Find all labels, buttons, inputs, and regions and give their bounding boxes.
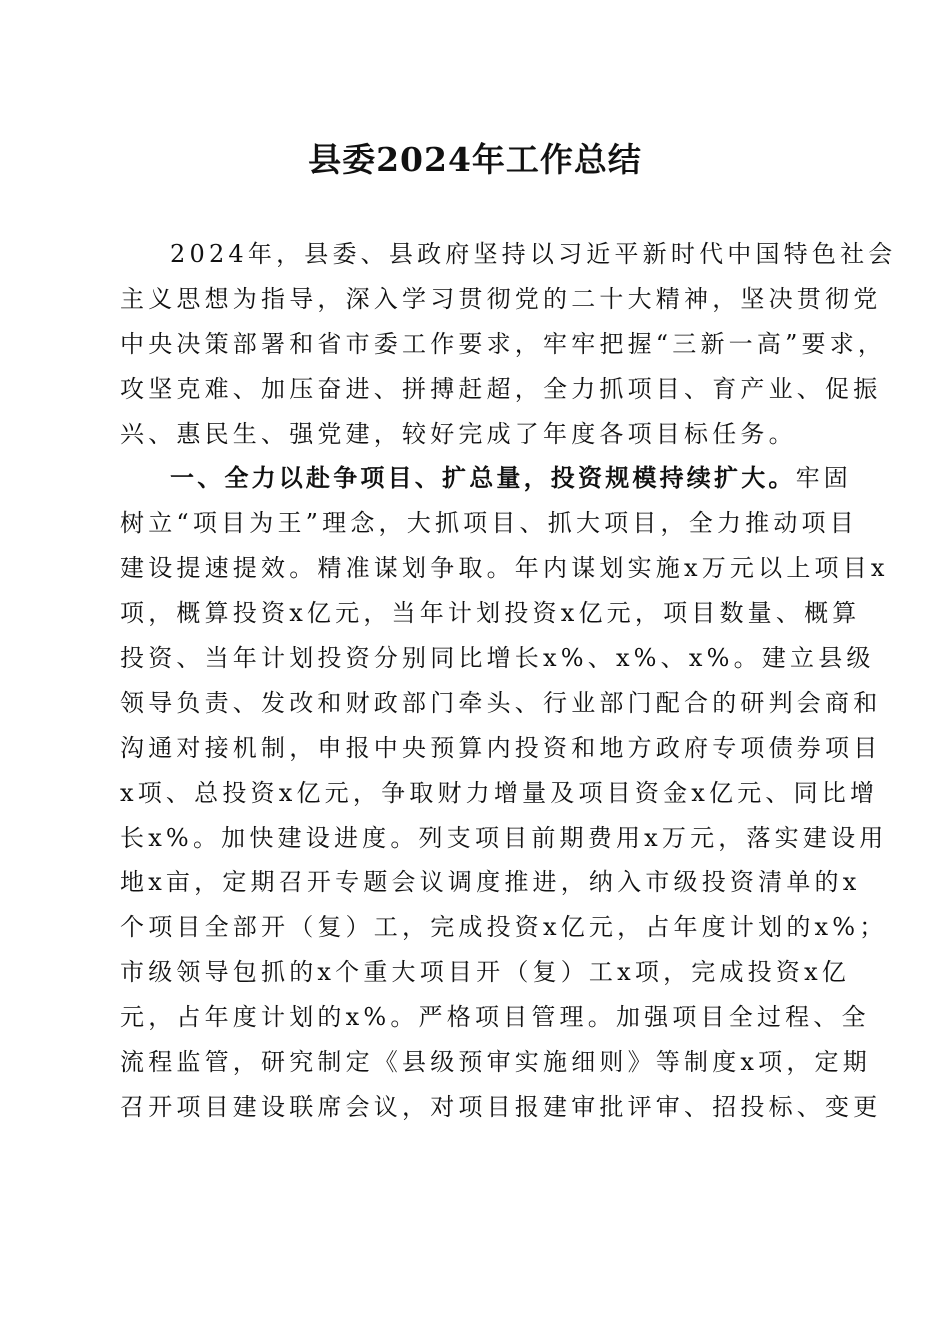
document-title: 县委2024年工作总结 — [308, 140, 642, 179]
paragraph-2-line-8: x项、总投资x亿元，争取财力增量及项目资金x亿元、同比增 — [120, 778, 879, 807]
paragraph-2-line-5: 投资、当年计划投资分别同比增长x%、x%、x%。建立县级 — [120, 644, 875, 673]
paragraph-2-line-14: 流程监管，研究制定《县级预审实施细则》等制度x项，定期 — [120, 1048, 871, 1077]
paragraph-1-line-5: 兴、惠民生、强党建，较好完成了年度各项目标任务。 — [120, 419, 797, 448]
paragraph-2-line-1-rest: 牢固 — [795, 464, 853, 493]
paragraph-2-line-7: 沟通对接机制，申报中央预算内投资和地方政府专项债券项目 — [120, 733, 882, 762]
section-heading-1: 一、全力以赴争项目、扩总量，投资规模持续扩大。 — [170, 463, 796, 493]
paragraph-2-line-11: 个项目全部开（复）工，完成投资x亿元，占年度计划的x%； — [120, 913, 888, 942]
paragraph-2-line-4: 项，概算投资x亿元，当年计划投资x亿元，项目数量、概算 — [120, 599, 861, 628]
paragraph-2-line-1 — [120, 456, 853, 501]
paragraph-1-line-2: 主义思想为指导，深入学习贯彻党的二十大精神，坚决贯彻党 — [120, 284, 882, 313]
paragraph-2-line-15: 召开项目建设联席会议，对项目报建审批评审、招投标、变更 — [120, 1092, 882, 1121]
paragraph-2-line-3: 建设提速提效。精准谋划争取。年内谋划实施x万元以上项目x — [120, 554, 889, 583]
paragraph-2-line-2: 树立“项目为王”理念，大抓项目、抓大项目，全力推动项目 — [120, 509, 858, 538]
paragraph-1-line-4: 攻坚克难、加压奋进、拼搏赶超，全力抓项目、育产业、促振 — [120, 374, 882, 403]
paragraph-1-line-1: 2024年，县委、县政府坚持以习近平新时代中国特色社会 — [170, 240, 897, 268]
paragraph-2-line-6: 领导负责、发改和财政部门牵头、行业部门配合的研判会商和 — [120, 688, 882, 717]
paragraph-2-line-13: 元，占年度计划的x%。严格项目管理。加强项目全过程、全 — [120, 1003, 870, 1032]
paragraph-1-line-3: 中央决策部署和省市委工作要求，牢牢把握“三新一高”要求， — [120, 329, 887, 358]
document-body — [120, 232, 897, 1130]
paragraph-2-line-10: 地x亩，定期召开专题会议调度推进，纳入市级投资清单的x — [120, 868, 861, 897]
paragraph-2-line-12: 市级领导包抓的x个重大项目开（复）工x项，完成投资x亿 — [120, 958, 851, 987]
paragraph-2-line-9: 长x%。加快建设进度。列支项目前期费用x万元，落实建设用 — [120, 823, 888, 852]
